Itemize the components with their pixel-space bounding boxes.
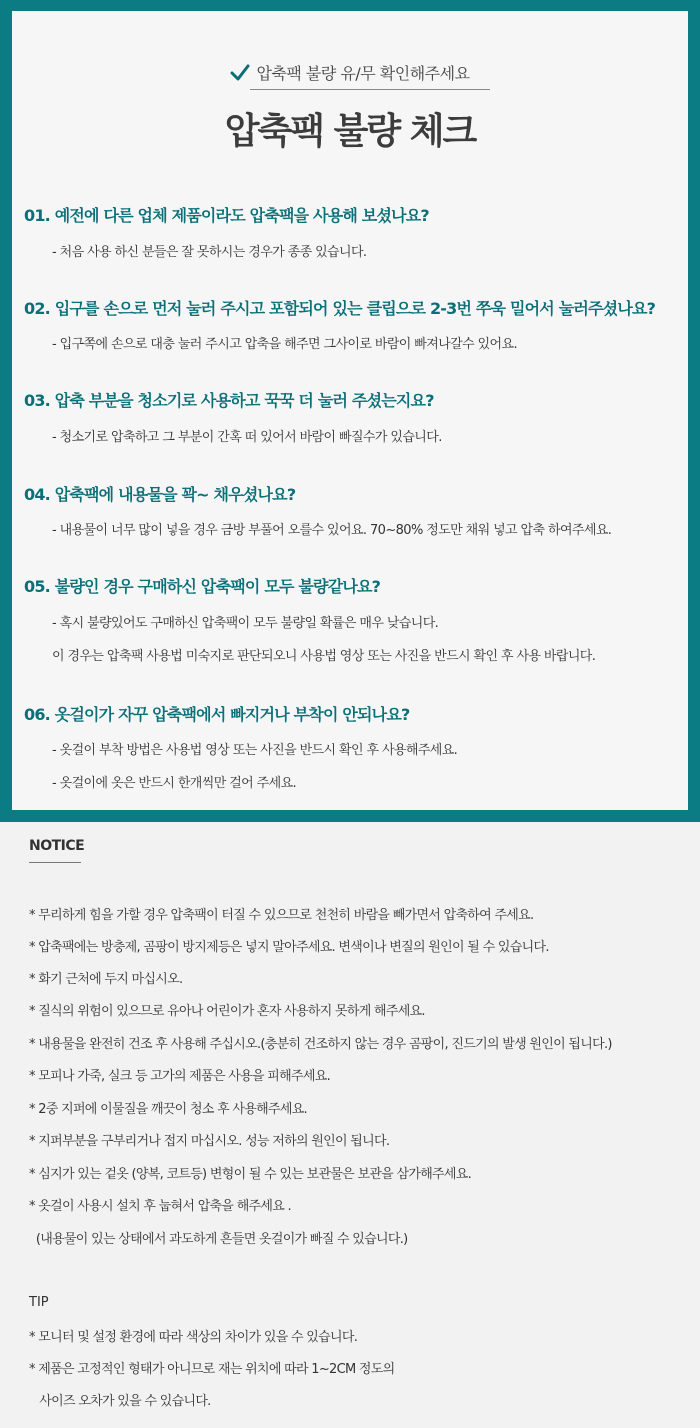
- notice-item: * 모피나 가죽, 실크 등 고가의 제품은 사용을 피해주세요.: [29, 1069, 330, 1084]
- answer-6-line-2: - 옷걸이에 옷은 반드시 한개씩만 걸어 주세요.: [52, 776, 297, 791]
- question-1: 01. 예전에 다른 업체 제품이라도 압축팩을 사용해 보셨나요?: [24, 206, 429, 225]
- answer-2-line-1: - 입구쪽에 손으로 대충 눌러 주시고 압축을 해주면 그사이로 바람이 빠져나갈수 있어요.: [52, 337, 518, 352]
- answer-6-line-1: - 옷걸이 부착 방법은 사용법 영상 또는 사진을 반드시 확인 후 사용해주세요.: [52, 743, 458, 758]
- notice-item: * 심지가 있는 겉옷 (양복, 코트등) 변형이 될 수 있는 보관물은 보관을 삼가해주세요.: [29, 1167, 472, 1182]
- subtitle: [12, 61, 688, 84]
- tip-item: * 제품은 고정적인 형태가 아니므로 재는 위치에 따라 1~2CM 정도의: [29, 1362, 395, 1377]
- notice-item: (내용물이 있는 상태에서 과도하게 흔들면 옷걸이가 빠질 수 있습니다.): [29, 1232, 408, 1247]
- subtitle-text: 압축팩 불량 유/무 확인해주세요: [256, 64, 470, 83]
- answer-5-line-1: - 혹시 불량있어도 구매하신 압축팩이 모두 불량일 확률은 매우 낮습니다.: [52, 616, 439, 631]
- notice-item: * 화기 근처에 두지 마십시오.: [29, 972, 183, 987]
- question-4: 04. 압축팩에 내용물을 꽉~ 채우셨나요?: [24, 485, 296, 504]
- page-title: 압축팩 불량 체크: [224, 111, 476, 152]
- notice-item: * 질식의 위험이 있으므로 유아나 어린이가 혼자 사용하지 못하게 해주세요.: [29, 1004, 425, 1019]
- question-6: 06. 옷걸이가 자꾸 압축팩에서 빠지거나 부착이 안되나요?: [24, 705, 410, 724]
- notice-item: * 무리하게 힘을 가할 경우 압축팩이 터질 수 있으므로 천천히 바람을 빼가면서 압축하여 주세요.: [29, 908, 534, 923]
- answer-4-line-1: - 내용물이 너무 많이 넣을 경우 금방 부풀어 오를수 있어요. 70~80% 정도만 채워 넣고 압축 하여주세요.: [52, 523, 612, 538]
- notice-item: * 지퍼부분을 구부리거나 접지 마십시오. 성능 저하의 원인이 됩니다.: [29, 1134, 390, 1149]
- notice-item: * 내용물을 완전히 건조 후 사용해 주십시오.(충분히 건조하지 않는 경우 곰팡이, 진드기의 발생 원인이 됩니다.): [29, 1037, 612, 1052]
- check-icon: [230, 64, 250, 82]
- answer-3-line-1: - 청소기로 압축하고 그 부분이 간혹 떠 있어서 바람이 빠질수가 있습니다.: [52, 430, 442, 445]
- notice-item: * 압축팩에는 방충제, 곰팡이 방지제등은 넣지 말아주세요. 변색이나 변질의 원인이 될 수 있습니다.: [29, 940, 549, 955]
- checklist-panel: [12, 11, 688, 810]
- notice-item: * 옷걸이 사용시 설치 후 눕혀서 압축을 해주세요 .: [29, 1199, 291, 1214]
- tip-item: 사이즈 오차가 있을 수 있습니다.: [29, 1394, 211, 1409]
- tip-item: * 모니터 및 설정 환경에 따라 색상의 차이가 있을 수 있습니다.: [29, 1330, 358, 1345]
- answer-5-line-2: 이 경우는 압축팩 사용법 미숙지로 판단되오니 사용법 영상 또는 사진을 반드시 확인 후 사용 바랍니다.: [52, 649, 596, 664]
- subtitle-underline: [250, 89, 490, 90]
- question-5: 05. 불량인 경우 구매하신 압축팩이 모두 불량같나요?: [24, 577, 381, 596]
- answer-1-line-1: - 처음 사용 하신 분들은 잘 못하시는 경우가 종종 있습니다.: [52, 245, 367, 260]
- question-2: 02. 입구를 손으로 먼저 눌러 주시고 포함되어 있는 클립으로 2-3번 쭈욱 밀어서 눌러주셨나요?: [24, 299, 656, 318]
- notice-underline: [29, 862, 81, 863]
- tip-heading: TIP: [29, 1295, 49, 1310]
- question-3: 03. 압축 부분을 청소기로 사용하고 꾹꾹 더 눌러 주셨는지요?: [24, 391, 434, 410]
- notice-item: * 2중 지퍼에 이물질을 깨끗이 청소 후 사용해주세요.: [29, 1102, 307, 1117]
- notice-heading: NOTICE: [29, 838, 85, 854]
